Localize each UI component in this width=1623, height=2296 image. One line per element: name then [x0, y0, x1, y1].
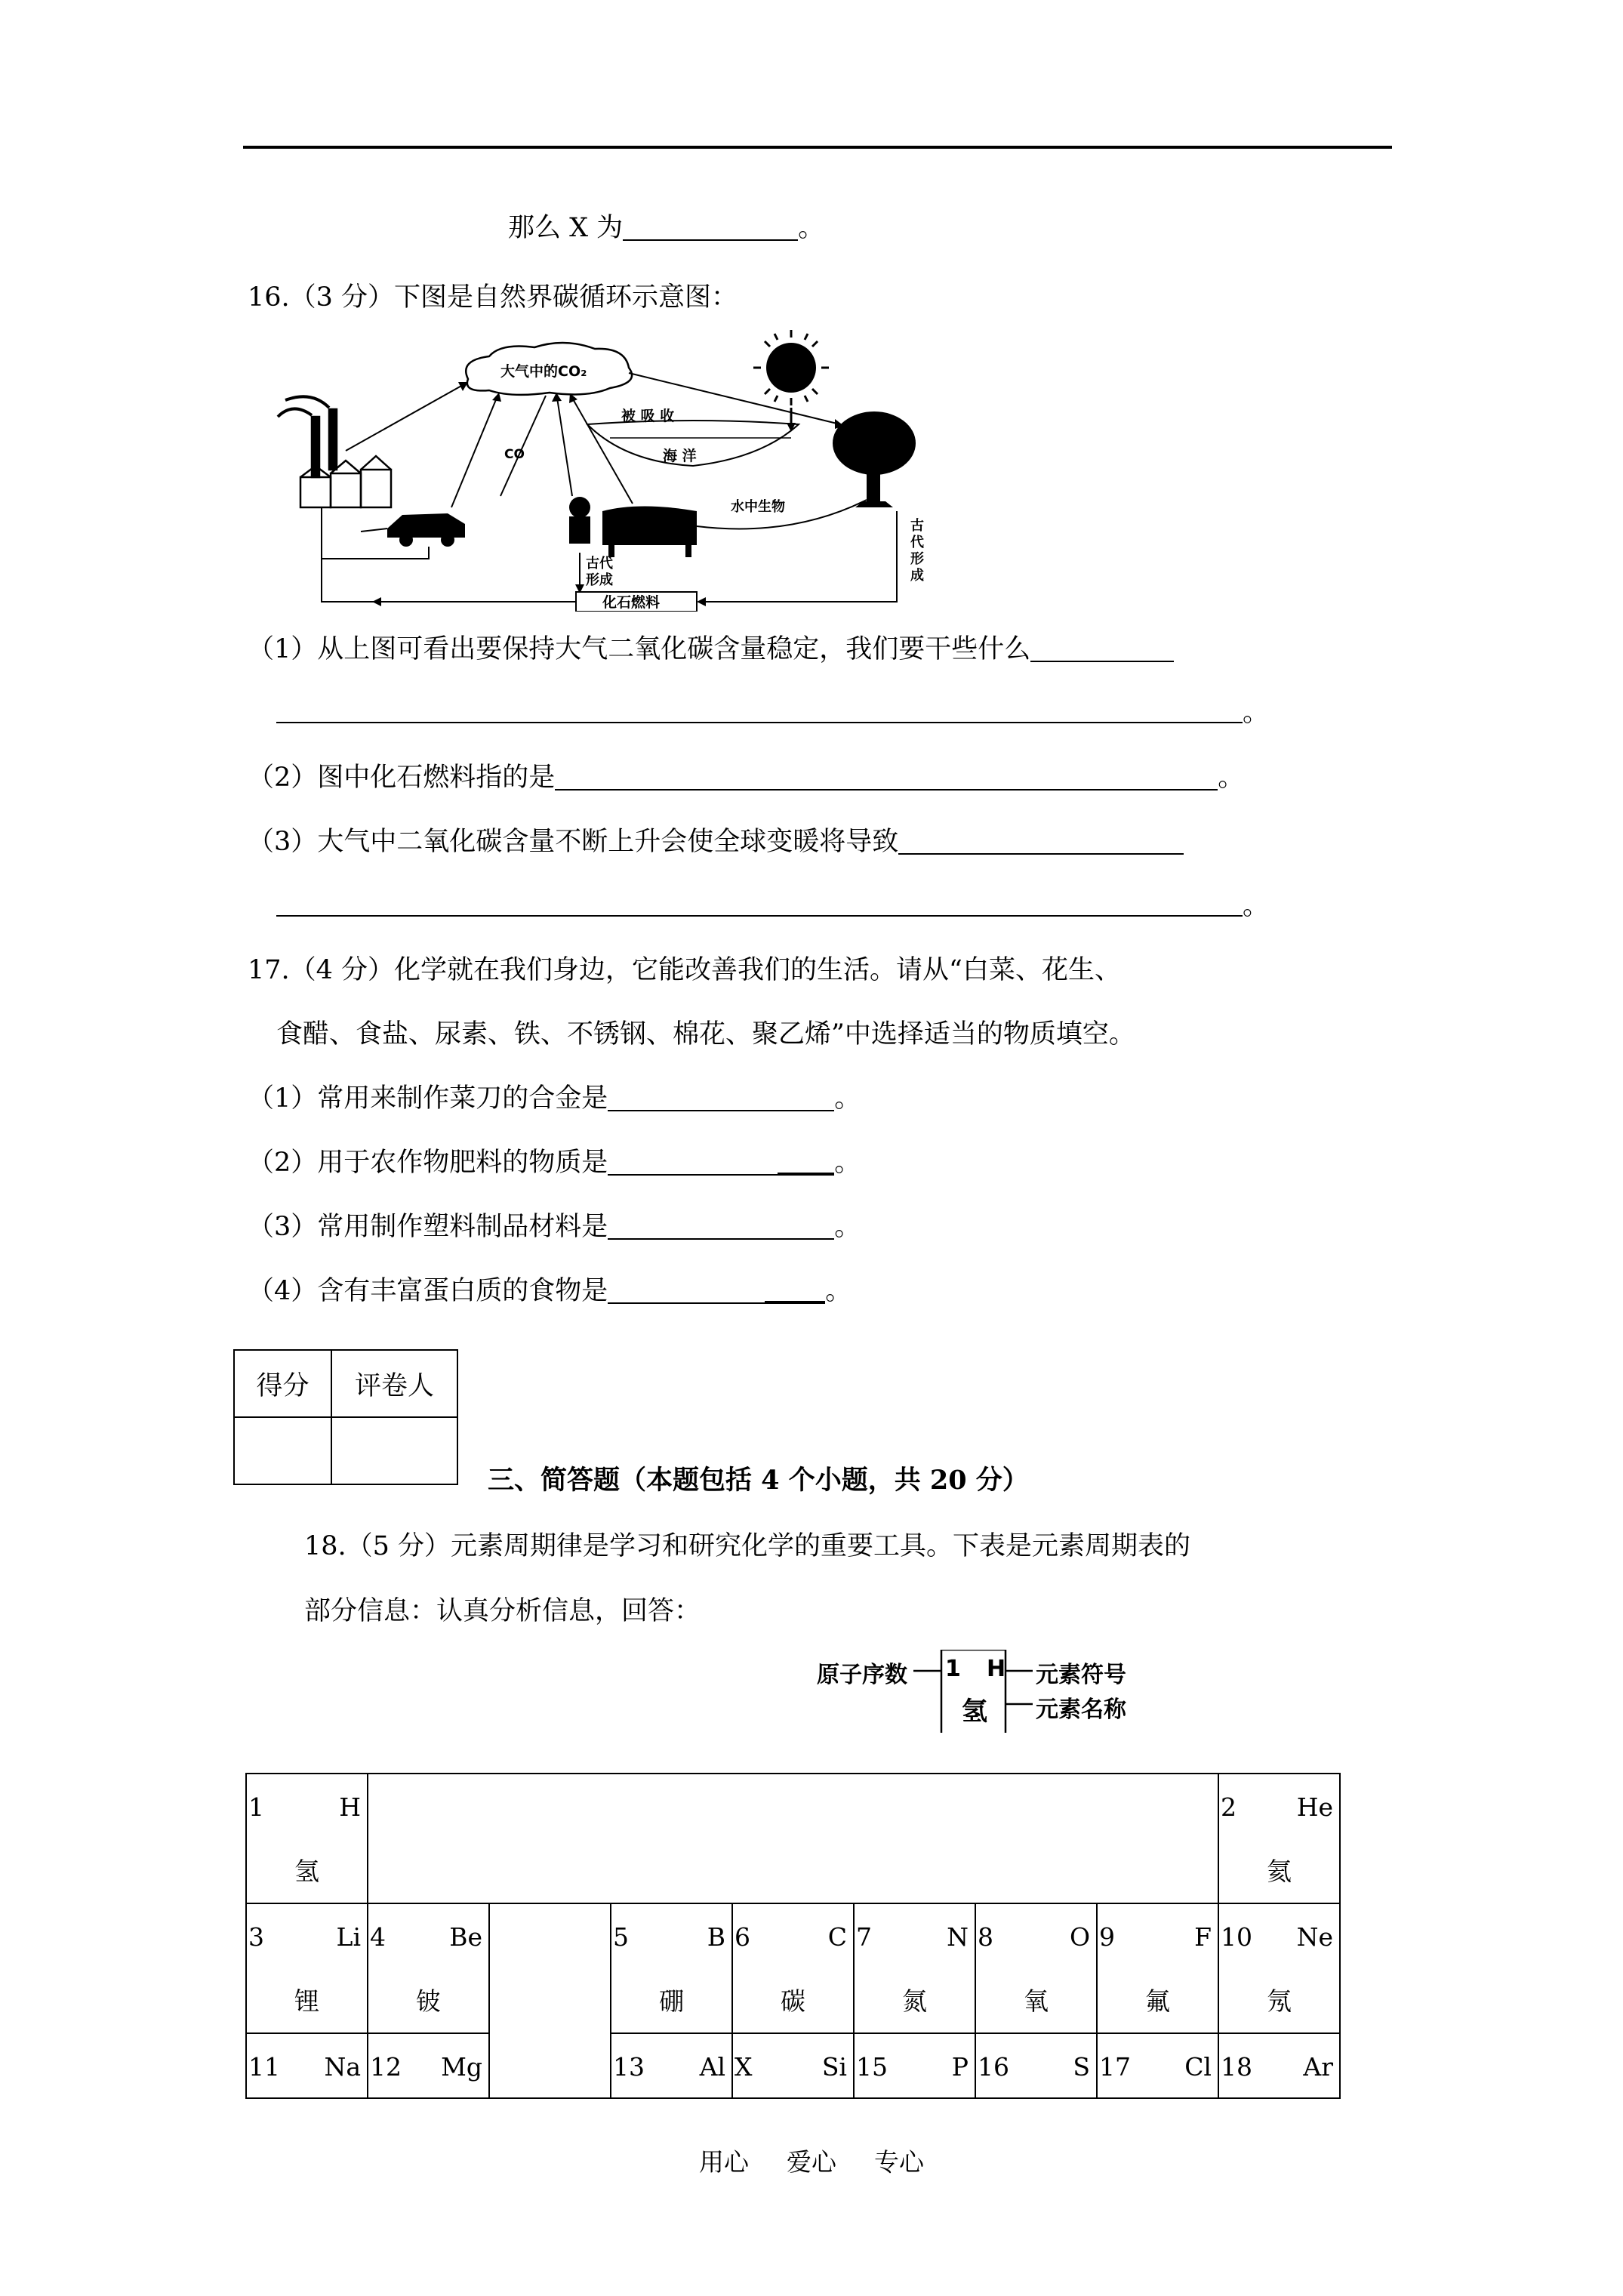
carbon-cycle-diagram [270, 326, 942, 612]
q16-sub2: （2）图中化石燃料指的是 。 [248, 763, 1245, 793]
element-cell-8: 8 O 氧 [975, 1903, 1097, 2033]
q16-sub1-line2-blank[interactable] [276, 722, 1243, 723]
legend-number: 1 [945, 1656, 961, 1682]
element-cell-9: 9 F 氟 [1097, 1903, 1218, 2033]
q17-item3: （3）常用制作塑料制品材料是 。 [248, 1212, 861, 1242]
x-answer-line [508, 211, 824, 245]
factory-icon [278, 396, 391, 507]
header-rule [243, 146, 1392, 149]
q18-line2: 部分信息：认真分析信息，回答： [304, 1596, 701, 1626]
periodic-table [245, 1773, 1341, 2099]
legend-symbol-label: 元素符号 [1036, 1662, 1126, 1688]
q18-line1: 18.（5 分）元素周期律是学习和研究化学的重要工具。下表是元素周期表的 [304, 1531, 1191, 1561]
element-cell-x: X Si [732, 2033, 854, 2098]
page-footer [0, 2143, 1623, 2178]
q16-sub3-line2-blank[interactable] [276, 915, 1243, 917]
q16-sub2-blank[interactable] [555, 762, 1218, 791]
q16-sub1-end: 。 [1243, 698, 1270, 728]
element-cell-12: 12 Mg [368, 2033, 489, 2098]
q17-item3-blank[interactable] [608, 1211, 834, 1240]
car-icon [361, 513, 465, 547]
ancient-left-label: 古代 [586, 556, 613, 572]
legend-name: 氢 [962, 1697, 987, 1727]
element-cell-2: 2 He 氦 [1218, 1774, 1340, 1903]
sun-icon [753, 330, 829, 405]
footer-text-2: 爱心 [787, 2147, 836, 2177]
svg-text:代: 代 [910, 535, 924, 550]
q16-sub1-blank[interactable] [1030, 633, 1174, 662]
element-cell-3: 3 Li 锂 [246, 1903, 368, 2033]
footer-text-1: 用心 [699, 2147, 749, 2177]
x-prompt: 那么 X 为 [508, 213, 624, 243]
ancient-right-label [910, 517, 925, 584]
element-cell-5: 5 B 硼 [611, 1903, 732, 2033]
q17-line2: 食醋、食盐、尿素、铁、不锈钢、棉花、聚乙烯”中选择适当的物质填空。 [276, 1019, 1135, 1049]
q16-sub3: （3）大气中二氧化碳含量不断上升会使全球变暖将导致 [248, 825, 1184, 858]
people-animals-icon [569, 497, 697, 557]
ocean-label: 海 洋 [663, 448, 697, 464]
co-label: CO [504, 447, 525, 462]
score-header: 得分 [234, 1350, 331, 1417]
svg-text:形: 形 [910, 551, 924, 567]
element-cell-10: 10 Ne 氖 [1218, 1903, 1340, 2033]
grader-cell[interactable] [331, 1417, 457, 1484]
q17-line1: 17.（4 分）化学就在我们身边，它能改善我们的生活。请从“白菜、花生、 [248, 955, 1121, 985]
section3-title: 三、简答题（本题包括 4 个小题，共 20 分） [488, 1465, 1029, 1496]
element-cell-7: 7 N 氮 [854, 1903, 975, 2033]
score-table [233, 1349, 458, 1485]
element-cell-13: 13 Al [611, 2033, 732, 2098]
legend-symbol: H [987, 1656, 1006, 1682]
q17-item4: （4）含有丰富蛋白质的食物是 。 [248, 1276, 852, 1306]
element-cell-18: 18 Ar [1218, 2033, 1340, 2098]
q17-item2-blank[interactable] [608, 1147, 778, 1176]
element-cell-16: 16 S [975, 2033, 1097, 2098]
legend-name-label: 元素名称 [1036, 1697, 1126, 1723]
x-answer-blank[interactable] [623, 212, 798, 241]
element-legend [817, 1650, 1149, 1733]
element-cell-17: 17 Cl [1097, 2033, 1218, 2098]
x-end-mark: 。 [798, 213, 825, 243]
q16-sub3-end: 。 [1243, 891, 1270, 921]
svg-text:古: 古 [910, 518, 924, 534]
q17-item2: （2）用于农作物肥料的物质是 。 [248, 1148, 861, 1178]
q16-sub1: （1）从上图可看出要保持大气二氧化碳含量稳定，我们要干些什么 [248, 633, 1174, 666]
q17-item1: （1）常用来制作菜刀的合金是 。 [248, 1083, 861, 1114]
aquatic-label: 水中生物 [731, 499, 785, 515]
q16-heading: 16.（3 分）下图是自然界碳循环示意图： [248, 282, 738, 313]
element-cell-1: 1 H 氢 [246, 1774, 368, 1903]
score-cell[interactable] [234, 1417, 331, 1484]
element-cell-4: 4 Be 铍 [368, 1903, 489, 2033]
q16-sub3-blank[interactable] [898, 826, 1184, 855]
grader-header: 评卷人 [331, 1350, 457, 1417]
legend-atomic-number-label: 原子序数 [817, 1662, 907, 1688]
co2-label: 大气中的CO₂ [500, 363, 587, 380]
svg-text:成: 成 [910, 568, 924, 584]
element-cell-15: 15 P [854, 2033, 975, 2098]
tree-icon [833, 411, 916, 507]
element-cell-11: 11 Na [246, 2033, 368, 2098]
q17-item4-blank[interactable] [608, 1275, 765, 1304]
svg-text:形成: 形成 [586, 572, 613, 588]
q17-item1-blank[interactable] [608, 1083, 834, 1111]
element-cell-6: 6 C 碳 [732, 1903, 854, 2033]
empty-cell [489, 1903, 611, 2098]
absorb-label: 被 吸 收 [621, 408, 675, 424]
fossil-fuel-label: 化石燃料 [602, 594, 661, 611]
footer-text-3: 专心 [874, 2147, 924, 2177]
table-gap [368, 1774, 1218, 1903]
